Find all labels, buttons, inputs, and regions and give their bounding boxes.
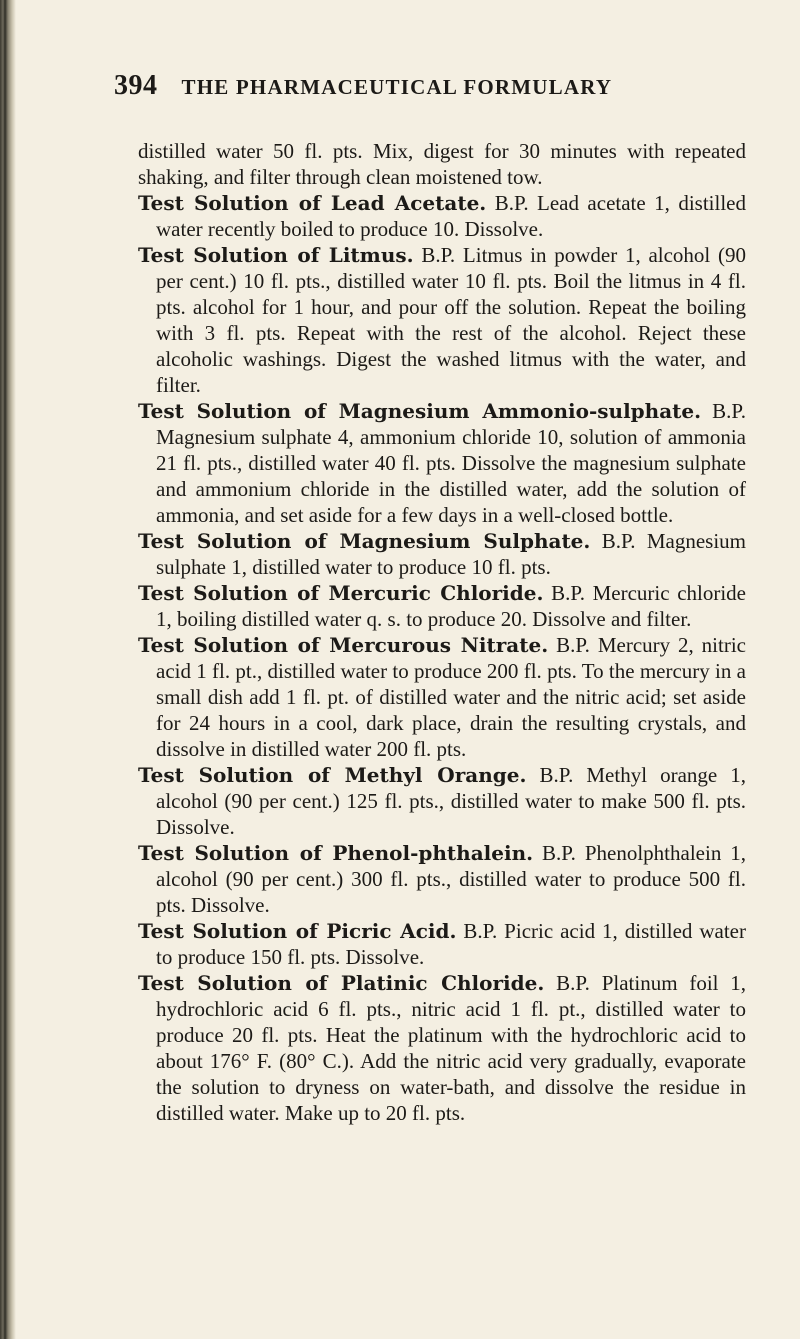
entry-picric-acid: [138, 918, 746, 970]
entry-body: B.P. Litmus in powder 1, alcohol (90 per cent.) 10 fl. pts., distilled water 10 fl. pts. Boil the litmus in 4 fl. pts. alcohol for 1 hour, and pour off the solution. Repeat the boiling with 3 fl. pts. Repeat with the rest of the alcohol. Reject these alcoholic washings. Digest the washed litmus with the water, and filter.: [156, 243, 747, 397]
running-title: THE PHARMACEUTICAL FORMULARY: [181, 75, 613, 99]
entry-body: B.P. Methyl orange 1, alcohol (90 per cent.) 125 fl. pts., distilled water to make 500 fl. pts. Dissolve.: [156, 763, 747, 839]
entry-body: B.P. Lead acetate 1, distilled water recently boiled to produce 10. Dissolve.: [156, 191, 746, 241]
entry-mercuric-chloride: [138, 580, 746, 632]
entry-title: Test Solution of Litmus.: [138, 243, 414, 267]
entry-body: B.P. Picric acid 1, distilled water to produce 150 fl. pts. Dissolve.: [156, 919, 746, 969]
entry-methyl-orange: [138, 762, 746, 840]
entry-title: Test Solution of Mercuric Chloride.: [138, 581, 544, 605]
entry-title: Test Solution of Mercurous Nitrate.: [138, 633, 549, 657]
entry-phenol-phthalein: [138, 840, 746, 918]
entry-body: B.P. Phenolphthalein 1, alcohol (90 per cent.) 300 fl. pts., distilled water to produce 500 fl. pts. Dissolve.: [156, 841, 746, 917]
entry-body: B.P. Magnesium sulphate 4, ammonium chloride 10, solution of ammonia 21 fl. pts., distilled water 40 fl. pts. Dissolve the magnesium sulphate and ammonium chloride in the distilled water, add the solution of ammonia, and set aside for a few days in a well-closed bottle.: [156, 399, 747, 527]
book-binding-edge: [0, 0, 16, 1339]
entry-magnesium-sulphate: [138, 528, 746, 580]
entry-magnesium-ammonio-sulphate: [138, 398, 746, 528]
entry-body: B.P. Magnesium sulphate 1, distilled water to produce 10 fl. pts.: [156, 529, 747, 579]
entry-platinic-chloride: [138, 970, 746, 1126]
entry-body: B.P. Mercury 2, nitric acid 1 fl. pt., distilled water to produce 200 fl. pts. To the mercury in a small dish add 1 fl. pt. of distilled water and the nitric acid; set aside for 24 hours in a cool, dark place, drain the resulting crystals, and dissolve in distilled water 200 fl. pts.: [156, 633, 746, 761]
entry-title: Test Solution of Methyl Orange.: [138, 763, 527, 787]
continuation-text: distilled water 50 fl. pts. Mix, digest for 30 minutes with repeated shaking, and filter through clean moistened tow.: [138, 139, 746, 189]
entry-title: Test Solution of Lead Acetate.: [138, 191, 487, 215]
entry-body: B.P. Mercuric chloride 1, boiling distilled water q. s. to produce 20. Dissolve and filter.: [156, 581, 746, 631]
entry-lead-acetate: [138, 190, 746, 242]
entry-title: Test Solution of Picric Acid.: [138, 919, 457, 943]
entry-title: Test Solution of Phenol-phthalein.: [138, 841, 534, 865]
entry-list: [138, 138, 746, 1126]
page-number: 394: [114, 70, 158, 101]
entry-mercurous-nitrate: [138, 632, 746, 762]
book-page: [110, 70, 746, 1126]
entry-body: B.P. Platinum foil 1, hydrochloric acid 6 fl. pts., nitric acid 1 fl. pt., distilled water to produce 20 fl. pts. Heat the platinum with the hydrochloric acid to about 176° F. (80° C.). Add the nitric acid very gradually, evaporate the solution to dryness on water-bath, and dissolve the residue in distilled water. Make up to 20 fl. pts.: [156, 971, 747, 1125]
entry-title: Test Solution of Magnesium Sulphate.: [138, 529, 591, 553]
entry-title: Test Solution of Magnesium Ammonio-sulphate.: [138, 399, 702, 423]
page-header: [114, 70, 746, 114]
entry-litmus: [138, 242, 746, 398]
entry-title: Test Solution of Platinic Chloride.: [138, 971, 545, 995]
